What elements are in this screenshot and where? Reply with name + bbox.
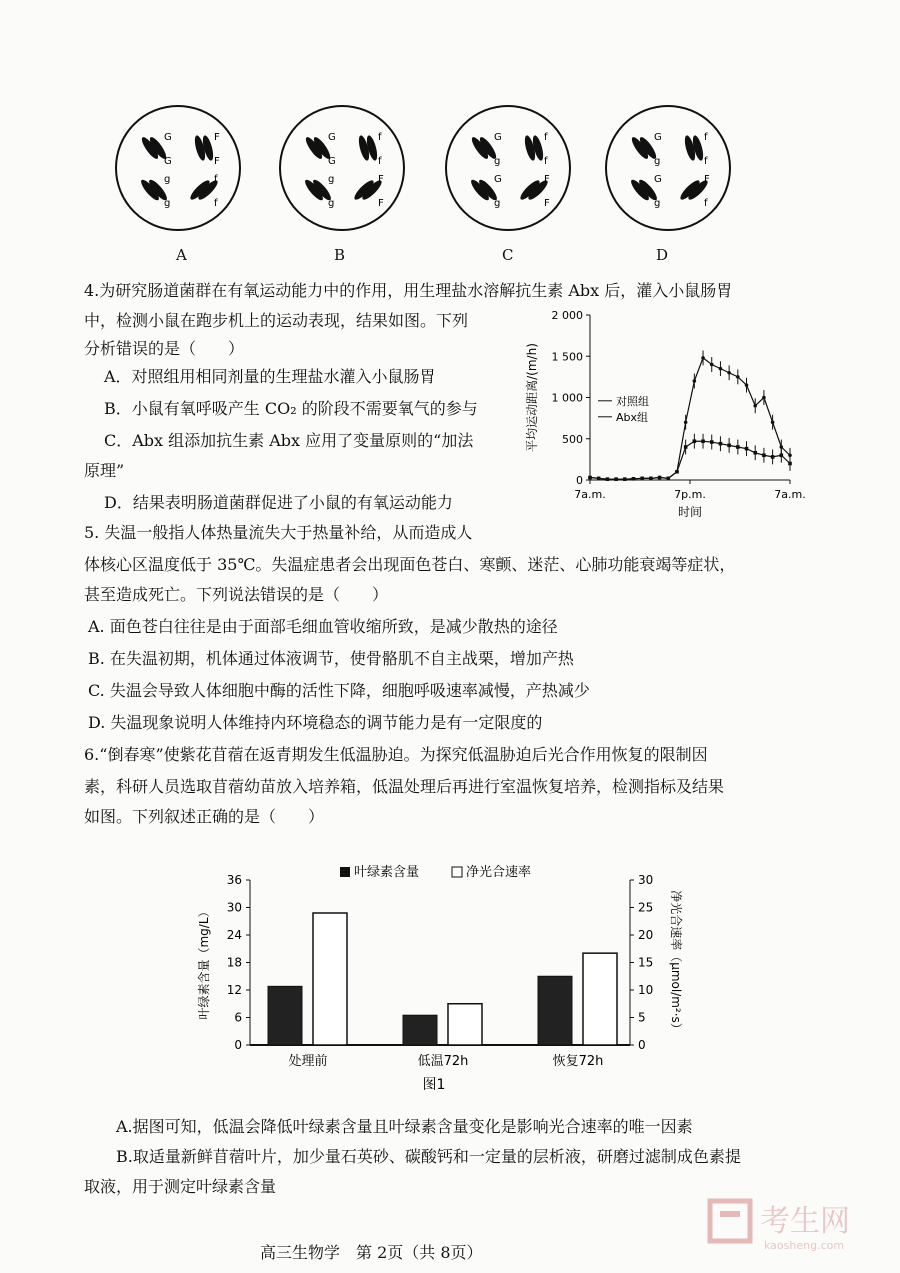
q5-option-c: C. 失温会导致人体细胞中酶的活性下降，细胞呼吸速率减慢，产热减少 (88, 681, 590, 700)
bar-chlorophyll (268, 986, 302, 1045)
bar-photosynthesis (448, 1004, 482, 1045)
left-tick-label: 0 (234, 1038, 242, 1052)
allele-label: F (214, 156, 220, 167)
q6-option-b-cont: 取液，用于测定叶绿素含量 (84, 1177, 277, 1196)
series-line (590, 441, 790, 479)
chlorophyll-photosynthesis-chart (190, 855, 700, 1100)
bar-photosynthesis (313, 913, 347, 1045)
legend-label: 对照组 (616, 394, 649, 408)
running-distance-chart (520, 300, 820, 530)
right-tick-label: 10 (638, 983, 654, 997)
x-axis-label: 时间 (677, 505, 703, 519)
allele-label: f (544, 132, 548, 143)
category-label: 处理前 (288, 1054, 328, 1069)
allele-label: f (214, 198, 218, 209)
cell-b (280, 106, 404, 230)
allele-label: f (544, 156, 548, 167)
allele-label: G (654, 174, 662, 185)
allele-label: g (164, 174, 171, 185)
q4-stem-1: 4.为研究肠道菌群在有氧运动能力中的作用，用生理盐水溶解抗生素 Abx 后，灌入小鼠肠胃 (84, 281, 733, 300)
q5-option-b: B. 在失温初期，机体通过体液调节，使骨骼肌不自主战栗，增加产热 (88, 649, 574, 668)
legend-label: 叶绿素含量 (354, 865, 420, 880)
allele-label: f (704, 132, 708, 143)
cell-d (606, 106, 730, 230)
allele-label: g (494, 156, 501, 167)
q4-option-a: A．对照组用相同剂量的生理盐水灌入小鼠肠胃 (104, 367, 436, 386)
y-axis-label: 平均运动距离/(m/h) (525, 343, 539, 452)
allele-label: G (494, 132, 502, 143)
cell-label-b: B (334, 246, 346, 264)
y-tick-label: 2 000 (551, 309, 583, 322)
cell-label-c: C (502, 246, 514, 264)
right-tick-label: 25 (638, 900, 654, 915)
allele-label: f (704, 156, 708, 167)
allele-label: f (378, 132, 382, 143)
allele-label: F (704, 174, 710, 185)
right-tick-label: 5 (638, 1010, 646, 1025)
y-tick-label: 0 (576, 474, 583, 487)
bar-chlorophyll (538, 976, 572, 1045)
bar-chlorophyll (403, 1015, 437, 1045)
cell-diagrams (110, 100, 750, 250)
allele-label: g (654, 156, 661, 167)
watermark-brand: 考生网 (760, 1204, 850, 1239)
q4-option-b: B．小鼠有氧呼吸产生 CO₂ 的阶段不需要氧气的参与 (104, 399, 478, 418)
allele-label: f (378, 156, 382, 167)
q5-stem-1: 5. 失温一般指人体热量流失大于热量补给，从而造成人 (84, 523, 473, 542)
right-tick-label: 30 (638, 873, 654, 887)
legend-swatch-filled (340, 867, 350, 877)
allele-label: g (328, 198, 335, 209)
x-tick-label: 7a.m. (774, 488, 806, 501)
q6-option-b: B.取适量新鲜苜蓿叶片，加少量石英砂、碳酸钙和一定量的层析液，研磨过滤制成色素提 (116, 1147, 741, 1166)
q4-option-c-cont: 原理” (84, 461, 125, 480)
left-tick-label: 12 (226, 983, 242, 997)
q4-option-d: D．结果表明肠道菌群促进了小鼠的有氧运动能力 (104, 493, 453, 512)
q5-option-a: A. 面色苍白往往是由于面部毛细血管收缩所致，是减少散热的途径 (88, 617, 558, 636)
cell-label-d: D (656, 246, 669, 264)
q6-stem-2: 素，科研人员选取苜蓿幼苗放入培养箱，低温处理后再进行室温恢复培养，检测指标及结果 (84, 777, 725, 796)
right-axis-label: 净光合速率（μmol/m²·s） (669, 890, 683, 1035)
allele-label: F (378, 174, 384, 185)
allele-label: G (164, 132, 172, 143)
q6-option-a: A.据图可知，低温会降低叶绿素含量且叶绿素含量变化是影响光合速率的唯一因素 (116, 1117, 693, 1136)
allele-label: g (328, 174, 335, 185)
allele-label: F (378, 198, 384, 209)
allele-label: G (654, 132, 662, 143)
allele-label: G (328, 132, 336, 143)
right-tick-label: 0 (638, 1038, 646, 1052)
left-axis-label: 叶绿素含量（mg/L） (197, 905, 211, 1020)
left-tick-label: 30 (226, 900, 242, 915)
watermark-logo (706, 1191, 876, 1255)
q4-stem-2: 中，检测小鼠在跑步机上的运动表现，结果如图。下列 (84, 311, 469, 330)
x-tick-label: 7a.m. (574, 488, 606, 501)
left-tick-label: 36 (226, 873, 242, 887)
cell-label-a: A (176, 246, 187, 264)
q6-stem-3: 如图。下列叙述正确的是（ ） (84, 807, 325, 826)
allele-label: g (654, 198, 661, 209)
q5-stem-2: 体核心区温度低于 35℃。失温症患者会出现面色苍白、寒颤、迷茫、心肺功能衰竭等症状， (84, 555, 736, 574)
allele-label: g (164, 198, 171, 209)
allele-label: G (164, 156, 172, 167)
q5-stem-3: 甚至造成死亡。下列说法错误的是（ ） (84, 585, 389, 604)
y-tick-label: 1 000 (551, 391, 583, 405)
cell-a (116, 106, 240, 230)
x-tick-label: 7p.m. (674, 488, 706, 501)
legend-swatch-open (452, 867, 462, 877)
legend-label: 净光合速率 (466, 865, 532, 880)
y-tick-label: 1 500 (551, 350, 583, 364)
q6-stem-1: 6.“倒春寒”使紫花苜蓿在返青期发生低温胁迫。为探究低温胁迫后光合作用恢复的限制因 (84, 745, 708, 764)
left-tick-label: 24 (226, 928, 242, 942)
watermark-url: kaosheng.com (764, 1239, 845, 1252)
allele-label: G (328, 156, 336, 167)
category-label: 低温72h (417, 1054, 469, 1069)
page-footer: 高三生物学 第 2页（共 8页） (260, 1243, 483, 1262)
cell-c (446, 106, 570, 230)
allele-label: F (544, 174, 550, 185)
allele-label: g (494, 198, 501, 209)
left-tick-label: 6 (234, 1010, 242, 1025)
q4-stem-3: 分析错误的是（ ） (84, 339, 245, 358)
left-tick-label: 18 (226, 955, 242, 970)
legend-label: Abx组 (616, 410, 649, 424)
bar-photosynthesis (583, 953, 617, 1045)
right-tick-label: 20 (638, 928, 654, 942)
allele-label: F (544, 198, 550, 209)
allele-label: G (494, 174, 502, 185)
q4-option-c: C．Abx 组添加抗生素 Abx 应用了变量原则的“加法 (104, 431, 474, 450)
allele-label: f (704, 198, 708, 209)
right-tick-label: 15 (638, 955, 654, 970)
allele-label: F (214, 132, 220, 143)
y-tick-label: 500 (562, 432, 583, 446)
q5-option-d: D. 失温现象说明人体维持内环境稳态的调节能力是有一定限度的 (88, 713, 543, 732)
category-label: 恢复72h (552, 1054, 604, 1069)
figure-caption: 图1 (422, 1077, 446, 1093)
allele-label: f (214, 174, 218, 185)
